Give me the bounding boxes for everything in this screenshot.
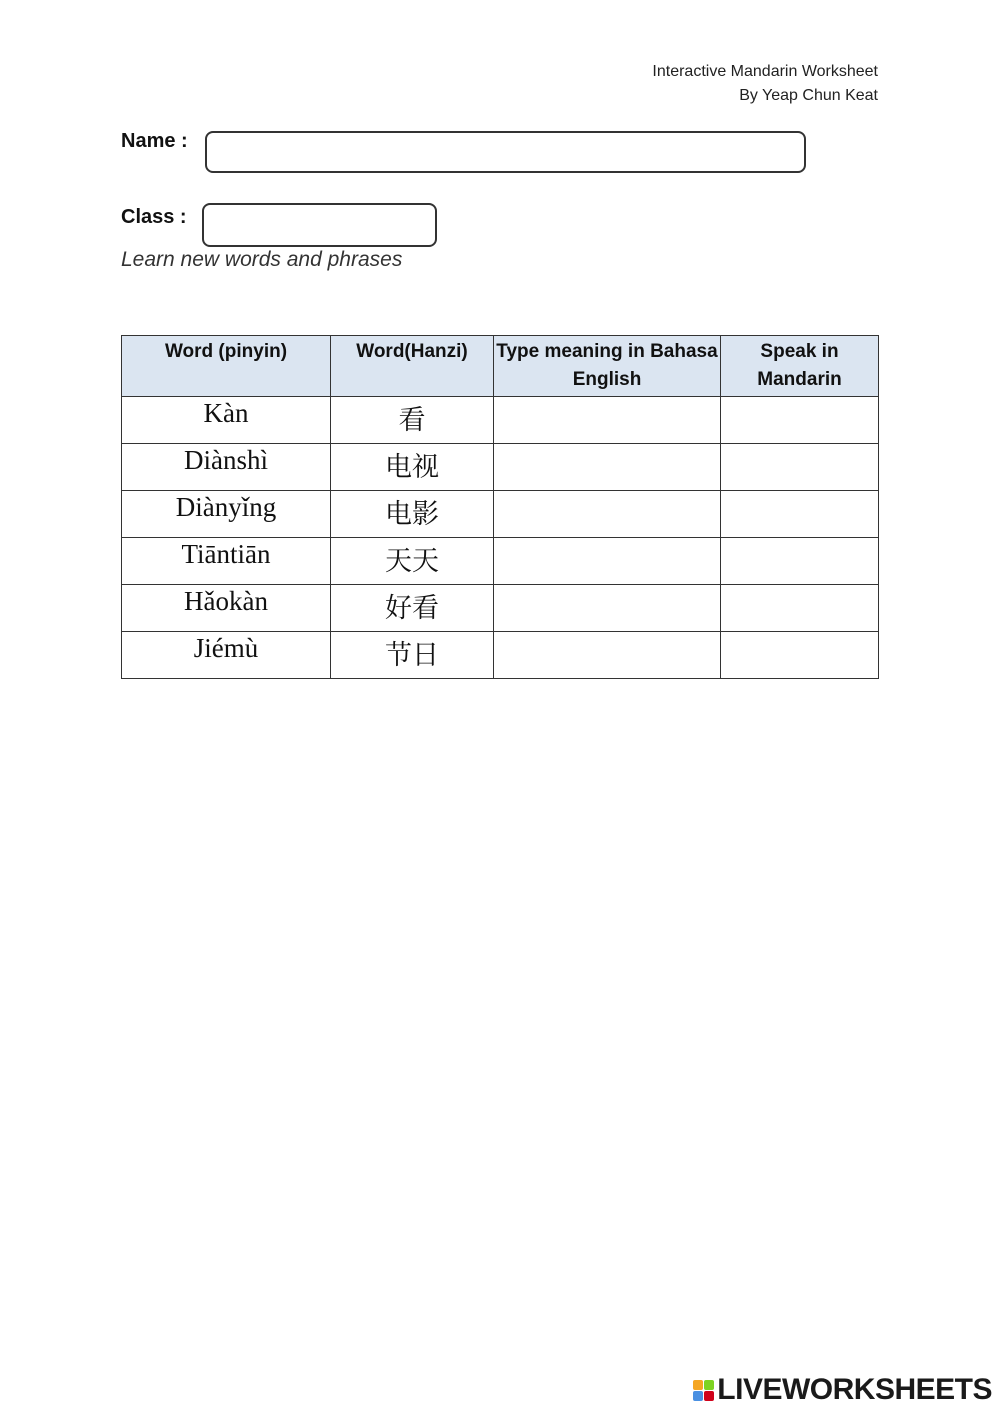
speak-input[interactable] [721,632,879,679]
pinyin-cell: Kàn [122,397,331,444]
table-row [122,585,879,632]
header-meaning: Type meaning in Bahasa English [494,336,721,397]
speak-input[interactable] [721,444,879,491]
table-row [122,491,879,538]
logo-block [693,1391,703,1401]
pinyin-cell: Diànshì [122,444,331,491]
liveworksheets-logo[interactable] [693,1373,992,1407]
hanzi-cell: 电视 [331,444,494,491]
hanzi-cell: 天天 [331,538,494,585]
speak-input[interactable] [721,538,879,585]
pinyin-cell: Jiémù [122,632,331,679]
table-row [122,397,879,444]
table-row [122,632,879,679]
vocabulary-table [121,335,879,679]
instructions-subtitle: Learn new words and phrases [121,248,403,271]
hanzi-cell: 电影 [331,491,494,538]
logo-text: LIVEWORKSHEETS [717,1373,992,1406]
logo-block [693,1380,703,1390]
header-title: Interactive Mandarin Worksheet [652,63,878,80]
header-speak: Speak in Mandarin [721,336,879,397]
table-row [122,538,879,585]
meaning-input[interactable] [494,585,721,632]
meaning-input[interactable] [494,397,721,444]
class-input[interactable] [202,203,437,247]
header-hanzi: Word(Hanzi) [331,336,494,397]
meaning-input[interactable] [494,632,721,679]
meaning-input[interactable] [494,491,721,538]
header-pinyin: Word (pinyin) [122,336,331,397]
name-input[interactable] [205,131,806,173]
pinyin-cell: Hǎokàn [122,585,331,632]
hanzi-cell: 看 [331,397,494,444]
logo-block [704,1391,714,1401]
class-label: Class : [121,206,187,228]
hanzi-cell: 节日 [331,632,494,679]
speak-input[interactable] [721,397,879,444]
table-row [122,444,879,491]
table-header-row [122,336,879,397]
header-author: By Yeap Chun Keat [739,87,878,104]
meaning-input[interactable] [494,444,721,491]
worksheet-header [652,60,878,108]
speak-input[interactable] [721,491,879,538]
pinyin-cell: Diànyǐng [122,491,331,538]
speak-input[interactable] [721,585,879,632]
pinyin-cell: Tiāntiān [122,538,331,585]
logo-blocks-icon [693,1380,714,1401]
meaning-input[interactable] [494,538,721,585]
name-label: Name : [121,130,188,152]
logo-block [704,1380,714,1390]
hanzi-cell: 好看 [331,585,494,632]
